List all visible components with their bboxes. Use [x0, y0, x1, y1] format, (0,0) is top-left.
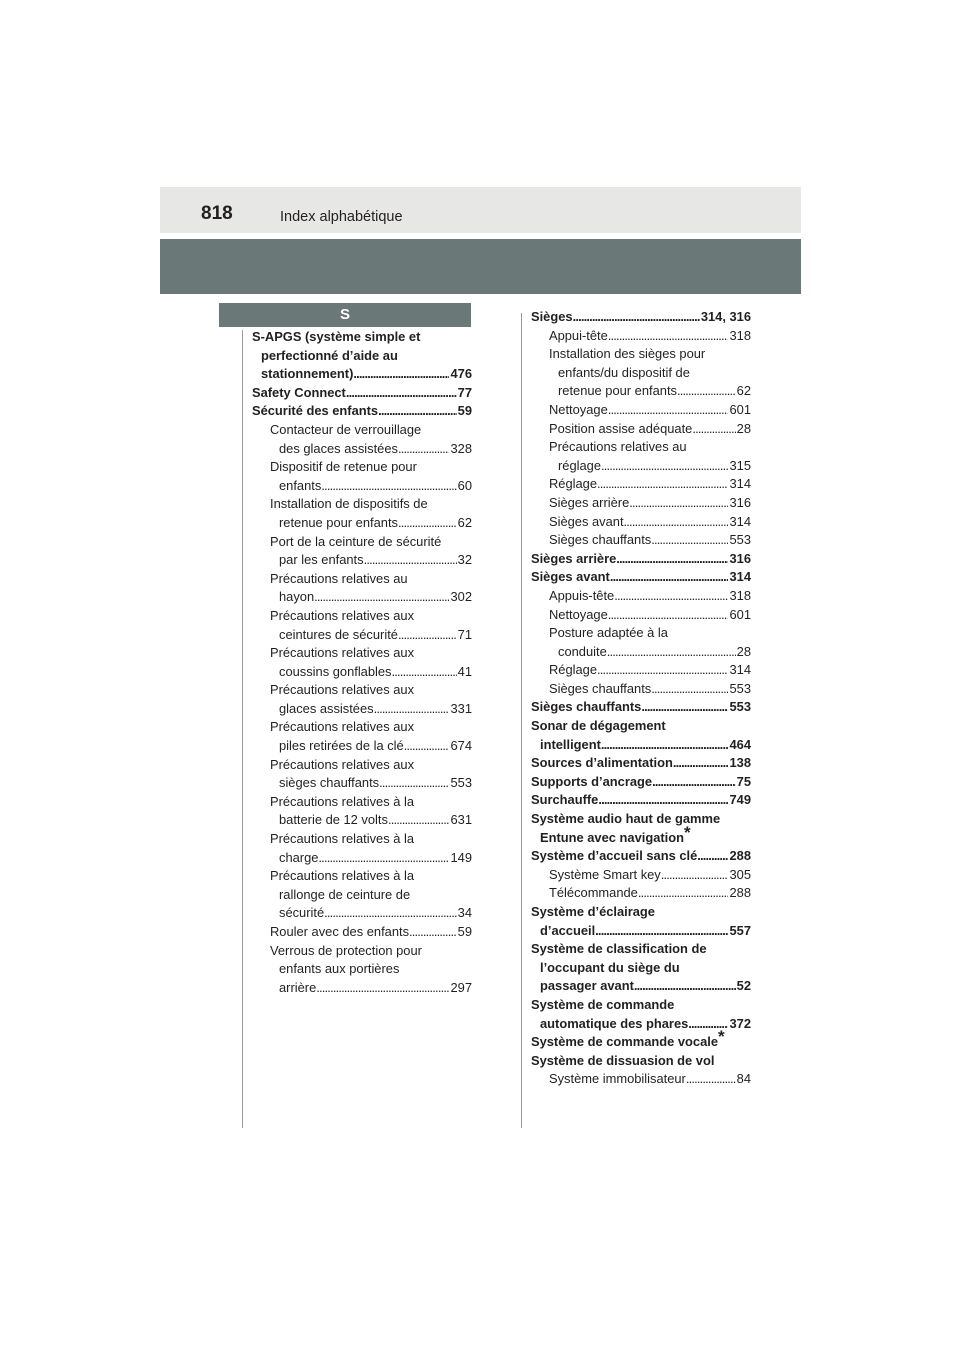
page-ref[interactable]: 77 [457, 384, 472, 400]
index-subentry[interactable]: Précautions relatives aux piles retirées de la clé . . . 674 [252, 718, 472, 755]
page-ref[interactable]: 316 [729, 550, 751, 566]
index-subentry[interactable]: Précautions relatives aux glaces assistées . . . 331 [252, 681, 472, 718]
index-subentry[interactable]: Rouler avec des enfants . . . 59 [252, 923, 472, 942]
index-subentry[interactable]: Réglage . . . 314 [531, 661, 751, 680]
page-ref[interactable]: 318 [729, 327, 751, 343]
page-ref[interactable]: 84 [736, 1071, 751, 1087]
page-ref[interactable]: 331 [450, 700, 472, 716]
index-entry-audio[interactable]: Système audio haut de gamme Entune avec navigation* [531, 811, 721, 845]
index-subentry[interactable]: Précautions relatives aux ceintures de sécurité . . . 71 [252, 607, 472, 644]
page-ref[interactable]: 138 [729, 755, 751, 771]
page-ref[interactable]: 328 [450, 440, 472, 456]
page-ref[interactable]: 749 [729, 792, 751, 808]
index-entry-safety-connect[interactable]: Safety Connect . . . 77 [252, 384, 472, 403]
page-ref[interactable]: 52 [736, 978, 751, 994]
page-ref[interactable]: 75 [736, 773, 751, 789]
index-entry-sieges[interactable]: Sièges . . . 314, 316 [531, 308, 751, 327]
page-ref[interactable]: 288 [729, 885, 751, 901]
index-entry-sources[interactable]: Sources d’alimentation . . . 138 [531, 754, 751, 773]
header-band [160, 187, 801, 233]
index-subentry[interactable]: Précautions relatives à la rallonge de ceinture de sécurité . . . 34 [252, 867, 472, 923]
index-subentry[interactable]: Sièges chauffants . . . 553 [531, 680, 751, 699]
page-ref[interactable]: 297 [450, 979, 472, 995]
index-subentry[interactable]: Nettoyage . . . 601 [531, 401, 751, 420]
index-subentry[interactable]: Système Smart key . . . 305 [531, 866, 751, 885]
index-entry-vocale[interactable]: Système de commande vocale* [531, 1027, 725, 1050]
index-entry-eclairage[interactable]: Système d’éclairage d’accueil . . . 557 [531, 903, 751, 940]
index-subentry[interactable]: Position assise adéquate . . . 28 [531, 420, 751, 439]
index-column-left [252, 328, 472, 997]
page-ref[interactable]: 315 [729, 457, 751, 473]
index-subentry[interactable]: Nettoyage . . . 601 [531, 606, 751, 625]
page-ref[interactable]: 674 [450, 738, 472, 754]
index-subentry[interactable]: Appui-tête . . . 318 [531, 327, 751, 346]
index-subentry[interactable]: Précautions relatives aux sièges chauffants . . . 553 [252, 756, 472, 793]
index-subentry[interactable]: Télécommande . . . 288 [531, 884, 751, 903]
index-entry-phares[interactable]: Système de commande automatique des phares . . . 372 [531, 996, 751, 1033]
page-ref[interactable]: 601 [729, 401, 751, 417]
section-letter-tab: S [219, 303, 471, 327]
page-ref[interactable]: 41 [457, 663, 472, 679]
index-subentry[interactable]: Installation de dispositifs de retenue pour enfants . . . 62 [252, 495, 472, 532]
page-ref[interactable]: 288 [729, 848, 751, 864]
index-subentry[interactable]: Précautions relatives à la charge . . . 149 [252, 830, 472, 867]
page-number: 818 [201, 203, 233, 224]
index-subentry[interactable]: Réglage . . . 314 [531, 475, 751, 494]
asterisk-mark: * [718, 1027, 725, 1047]
page-ref[interactable]: 553 [729, 532, 751, 548]
page-ref[interactable]: 62 [457, 514, 472, 530]
index-subentry[interactable]: Sièges arrière . . . 316 [531, 494, 751, 513]
index-subentry[interactable]: Précautions relatives au hayon . . . 302 [252, 570, 472, 607]
page-ref[interactable]: 557 [729, 922, 751, 938]
page-ref[interactable]: 314, 316 [700, 309, 751, 324]
index-subentry[interactable]: Contacteur de verrouillage des glaces assistées . . . 328 [252, 421, 472, 458]
page-ref[interactable]: 314 [729, 513, 751, 529]
page-ref[interactable]: 34 [457, 905, 472, 921]
page-ref[interactable]: 314 [729, 662, 751, 678]
index-column-right [531, 308, 751, 1089]
index-entry-sieges-arriere[interactable]: Sièges arrière . . . 316 [531, 550, 751, 569]
page-ref[interactable]: 71 [457, 626, 472, 642]
page-ref[interactable]: 601 [729, 606, 751, 622]
page-ref[interactable]: 553 [450, 775, 472, 791]
index-subentry[interactable]: Système immobilisateur . . . 84 [531, 1070, 751, 1089]
index-subentry[interactable]: Installation des sièges pour enfants/du dispositif de retenue pour enfants . . . 62 [531, 345, 751, 401]
column-rule-left [242, 330, 243, 1128]
page-ref[interactable]: 59 [457, 924, 472, 939]
index-subentry[interactable]: Sièges chauffants . . . 553 [531, 531, 751, 550]
page-ref[interactable]: 302 [450, 589, 472, 605]
index-subentry[interactable]: Précautions relatives aux coussins gonflables . . . 41 [252, 644, 472, 681]
index-entry-sonar[interactable]: Sonar de dégagement intelligent . . . 464 [531, 717, 751, 754]
page-ref[interactable]: 314 [729, 569, 751, 585]
index-entry-securite-enfants[interactable]: Sécurité des enfants . . . 59 [252, 402, 472, 421]
index-subentry[interactable]: Port de la ceinture de sécurité par les enfants . . . 32 [252, 533, 472, 570]
index-entry-sieges-avant[interactable]: Sièges avant . . . 314 [531, 568, 751, 587]
page-ref[interactable]: 28 [736, 643, 751, 659]
column-rule-right [521, 313, 522, 1128]
page-ref[interactable]: 28 [736, 420, 751, 436]
page-ref[interactable]: 60 [457, 477, 472, 493]
page-ref[interactable]: 553 [729, 699, 751, 715]
page-ref[interactable]: 305 [729, 866, 751, 882]
index-subentry[interactable]: Précautions relatives à la batterie de 12 volts . . . 631 [252, 793, 472, 830]
page-ref[interactable]: 372 [729, 1015, 751, 1031]
header-dark-band [160, 239, 801, 294]
index-entry-s-apgs[interactable]: S-APGS (système simple et perfectionné d’aide au stationnement) . . . 476 [252, 328, 472, 384]
page-ref[interactable]: 631 [450, 812, 472, 828]
page-title: Index alphabétique [280, 209, 403, 225]
index-entry-classification[interactable]: Système de classification de l’occupant du siège du passager avant . . . 52 [531, 940, 751, 996]
index-entry-dissuasion[interactable]: Système de dissuasion de vol [531, 1052, 715, 1068]
page-ref[interactable]: 149 [450, 849, 472, 865]
page-ref[interactable]: 553 [729, 680, 751, 696]
index-subentry[interactable]: Précautions relatives au réglage . . . 315 [531, 438, 751, 475]
page-ref[interactable]: 59 [457, 403, 472, 419]
page-ref[interactable]: 318 [729, 587, 751, 603]
page-ref[interactable]: 316 [729, 494, 751, 510]
asterisk-mark: * [683, 822, 691, 842]
index-subentry[interactable]: Sièges avant . . . 314 [531, 513, 751, 532]
page-ref[interactable]: 32 [457, 552, 472, 568]
page-ref[interactable]: 464 [729, 736, 751, 752]
index-entry-accueil[interactable]: Système d’accueil sans clé . . . 288 [531, 847, 751, 866]
index-subentry[interactable]: Dispositif de retenue pour enfants . . . 60 [252, 458, 472, 495]
index-subentry[interactable]: Posture adaptée à la conduite . . . 28 [531, 624, 751, 661]
index-subentry[interactable]: Appuis-tête . . . 318 [531, 587, 751, 606]
index-entry-surchauffe[interactable]: Surchauffe . . . 749 [531, 791, 751, 810]
page-ref[interactable]: 62 [736, 383, 751, 399]
index-entry-sieges-chauffants[interactable]: Sièges chauffants . . . 553 [531, 698, 751, 717]
index-entry-supports[interactable]: Supports d’ancrage . . . 75 [531, 773, 751, 792]
page-ref[interactable]: 476 [450, 366, 472, 382]
index-subentry[interactable]: Verrous de protection pour enfants aux portières arrière . . . 297 [252, 942, 472, 998]
page-ref[interactable]: 314 [729, 476, 751, 492]
